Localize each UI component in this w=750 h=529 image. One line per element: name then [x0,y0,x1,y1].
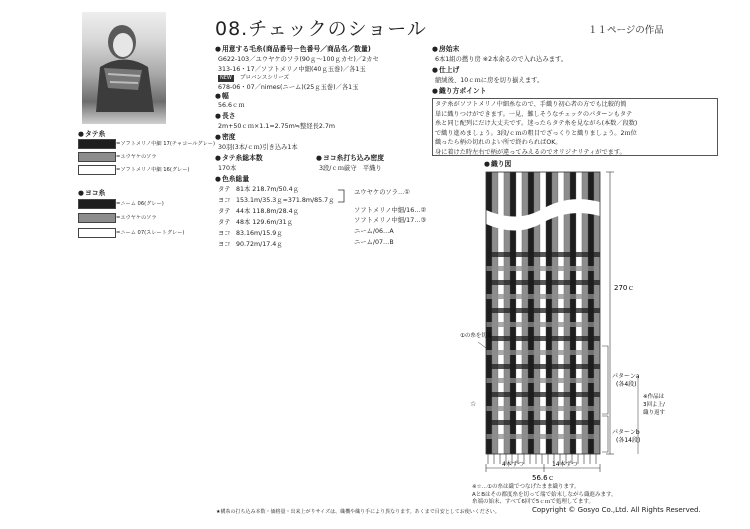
warp-stripe [558,172,564,222]
diagram-note-1: ※☆…①の糸は織でつなげたまま織ります。 [472,484,580,490]
warp-stripe [546,208,552,454]
totals-row-5-value: 83.16m/15.9ｇ [236,230,283,237]
warp-stripes-bottom [486,208,600,454]
weaving-point-line: 糸と同じ配列にだけ大丈夫です。迷ったらタテ糸を見ながら(本数／段数) [435,120,638,127]
pattern-b-count: (各14段) [616,437,641,444]
pattern-b-label: パターンb [612,429,640,436]
pattern-a-label: パターンa [612,373,640,380]
fourteen-per-label: 14本ずつ [552,461,578,468]
finish-end-value: 6本1組の撚り房 ※2本余るので入れ込みます。 [435,56,568,63]
warp-stripe [594,208,600,454]
totals-row-4-label: タテ [218,219,231,226]
weft-band [486,378,600,383]
length-value: 2m+50ｃｍ×1.1=2.75m≒整経長2.7m [218,123,336,130]
warp-stripe [528,208,534,454]
width-heading: ● 幅 [215,92,229,101]
repeat-note-3: 織り返す [643,410,666,416]
warp-stripe [534,172,540,222]
warp-stripe [564,208,570,454]
pattern-a-count: (各4段) [616,381,637,388]
warp-stripe [498,172,504,222]
pattern-b-bracket [602,416,608,452]
totals-row-1-value: 81本 218.7m/50.4ｇ [236,186,299,193]
warp-stripe [522,208,528,454]
weft-legend-label-3: =ニーム 07(スレートグレー) [116,230,185,236]
materials-line-3: プロバンスシリーズ [240,75,290,81]
materials-heading: ● 用意する毛糸(商品番号－色番号／商品名／数量) [215,45,371,54]
weft-band [486,280,600,285]
diagram-note-2: AとBはその都度糸を切って端で始末しながら織進みます。 [472,491,617,498]
warp-stripe [588,208,594,454]
warp-stripe [540,172,546,222]
materials-line-1: G622-103／ユウヤケのソラ(90ｇ～100ｇカセ)／2カセ [218,56,379,63]
density-value: 30羽(3本/ｃｍ)引き込み1本 [218,144,298,151]
warp-legend-label-2: =ユウヤケのソラ [116,154,157,160]
totals-row-3-label: タテ [218,208,231,215]
warp-stripe [516,208,522,454]
weft-band [486,392,600,397]
weft-legend-label-1: =ニーム 06(グレー) [116,201,164,207]
weft-swatch-3 [78,228,116,238]
four-per-label: 4本ずつ [502,461,524,468]
totals-heading: ● 色糸総量 [215,175,249,184]
weft-band [486,294,600,299]
totals-row-2-label: ヨコ [218,197,231,204]
weaving-points-box [432,98,718,156]
weft-band [486,434,600,439]
materials-line-2: 313-16・17／ソフトメリノ中細(40ｇ玉巻)／各1玉 [218,66,366,73]
warp-total-value: 170本 [218,165,237,172]
warp-stripe [534,208,540,454]
weft-band [486,308,600,313]
warp-swatch-1 [78,139,116,149]
warp-stripe [552,208,558,454]
warp-stripe [498,208,504,454]
warp-stripe [546,172,552,222]
warp-stripe [582,208,588,454]
yarn-name-1: ユウヤケのソラ…① [354,189,410,196]
materials-line-4: 678-06・07／nimes(ニーム)(25ｇ玉巻)／各1玉 [218,84,359,91]
diagram-heading: ● 織り図 [484,160,511,169]
warp-stripe [486,208,492,454]
warp-stripe [570,208,576,454]
warp-stripe [504,208,510,454]
warp-stripe [576,208,582,454]
weft-swatch-2 [78,213,116,223]
warp-swatch-2 [78,152,116,162]
star-label: ☆ [470,400,477,408]
finishing-value: 縮絨後、10ｃｍに房を切り揃えます。 [435,77,544,84]
warp-stripe [540,208,546,454]
pattern-a-bracket [602,346,608,414]
length-label: 270ｃ [614,284,635,292]
yarn-name-3: ソフトメリノ中細/17…③ [354,217,427,224]
weft-legend-label-2: =ユウヤケのソラ [116,215,157,221]
totals-row-6-value: 90.72m/17.4ｇ [236,241,283,248]
yarn-name-4: ニーム/06…A [354,228,394,235]
finish-end-heading: ● 房始末 [432,45,459,54]
weft-band [486,364,600,369]
warp-stripe [492,172,498,222]
warp-stripe [492,208,498,454]
weft-density-heading: ● ヨコ糸打ち込み密度 [316,154,384,163]
weft-swatch-1 [78,199,116,209]
weaving-point-line: で織り進めましょう。3段/ｃｍの粗目でざっくりと織りましょう。2ｍ位 [435,129,637,137]
totals-row-6-label: ヨコ [218,241,231,248]
weft-density-value: 3段/ｃｍ厳守 平織り [319,165,382,172]
warp-stripe [504,172,510,222]
warp-stripe [558,208,564,454]
diagram-notes [472,484,617,507]
weft-band [486,406,600,411]
model-photo [82,12,166,124]
warp-stripe [516,172,522,222]
repeat-note-2: 3回よ上/ [643,402,665,408]
weaving-point-line: タテ糸がソフトメリノ中細糸なので、手織り初心者の方でも比較的簡 [435,101,627,108]
weft-band [486,252,600,257]
weft-legend-heading: ● ヨコ糸 [78,189,105,198]
warp-stripe [528,172,534,222]
width-label: 56.6ｃ [532,474,555,482]
warp-legend-label-3: =ソフトメリノ中細 16(グレー) [116,167,190,173]
finishing-heading: ● 仕上げ [432,66,459,75]
warp-stripe [552,172,558,222]
copyright: Copyright © Gosyo Co.,Ltd. All Rights Reserved. [532,506,701,514]
diagram-note-3: 糸端の始末、すべて6回で5ｃｍで処理してます。 [472,499,594,505]
warp-total-heading: ● タテ糸総本数 [215,154,263,163]
weaving-point-line: 身に着けた時左右で柄が違ってみえるのでオリジナリティがでます。 [435,148,626,156]
weft-band [486,266,600,271]
warp-legend-heading: ● タテ糸 [78,130,105,139]
weaving-diagram [440,168,670,506]
warp-swatch-3 [78,165,116,175]
length-heading: ● 長さ [215,112,236,121]
totals-bracket [336,186,356,206]
start-label: ①の糸を切る [460,333,493,339]
weaving-point-line: 単に織りつけができます。一見、難しそうなチェックのパターンもタテ [435,110,633,118]
model-illustration [82,12,166,124]
weaving-point-line: 織ったら柄の切れのよい所で終わらればOK。 [435,139,562,146]
weaving-points-heading: ● 織り方ポイント [432,87,487,96]
yarn-name-2: ソフトメリノ中細/16…② [354,207,427,214]
warp-stripe [510,172,516,222]
weft-band [486,336,600,341]
totals-row-4-value: 48本 129.6m/31ｇ [236,219,293,226]
repeat-note-1: ※作品は [643,394,665,400]
width-value: 56.6ｃｍ [218,102,245,109]
totals-row-5-label: ヨコ [218,230,231,237]
warp-stripe [594,172,600,222]
weft-band [486,322,600,327]
footer-note: ★構糸の打ち込み本数・価格量・出来上がりサイズは、織機や織り手により異なります。あくまで目安としてお使いください。 [216,509,500,515]
totals-row-1-label: タテ [218,186,231,193]
density-heading: ● 密度 [215,133,236,142]
warp-legend-label-1: =ソフトメリノ中細 17(チャコールグレー) [116,141,216,147]
warp-stripe [510,208,516,454]
weft-band [486,420,600,425]
new-badge: NEW [220,75,232,81]
page-title: 08.チェックのショール [215,18,427,40]
weft-band [486,350,600,355]
page-reference: １１ページの作品 [588,25,664,36]
totals-row-3-value: 44本 118.8m/28.4ｇ [236,208,299,215]
yarn-name-5: ニーム/07…B [354,239,394,246]
warp-stripe [522,172,528,222]
warp-stripe [486,172,492,222]
totals-row-2-value: 153.1m/35.3ｇ=371.8m/85.7ｇ [236,197,335,204]
